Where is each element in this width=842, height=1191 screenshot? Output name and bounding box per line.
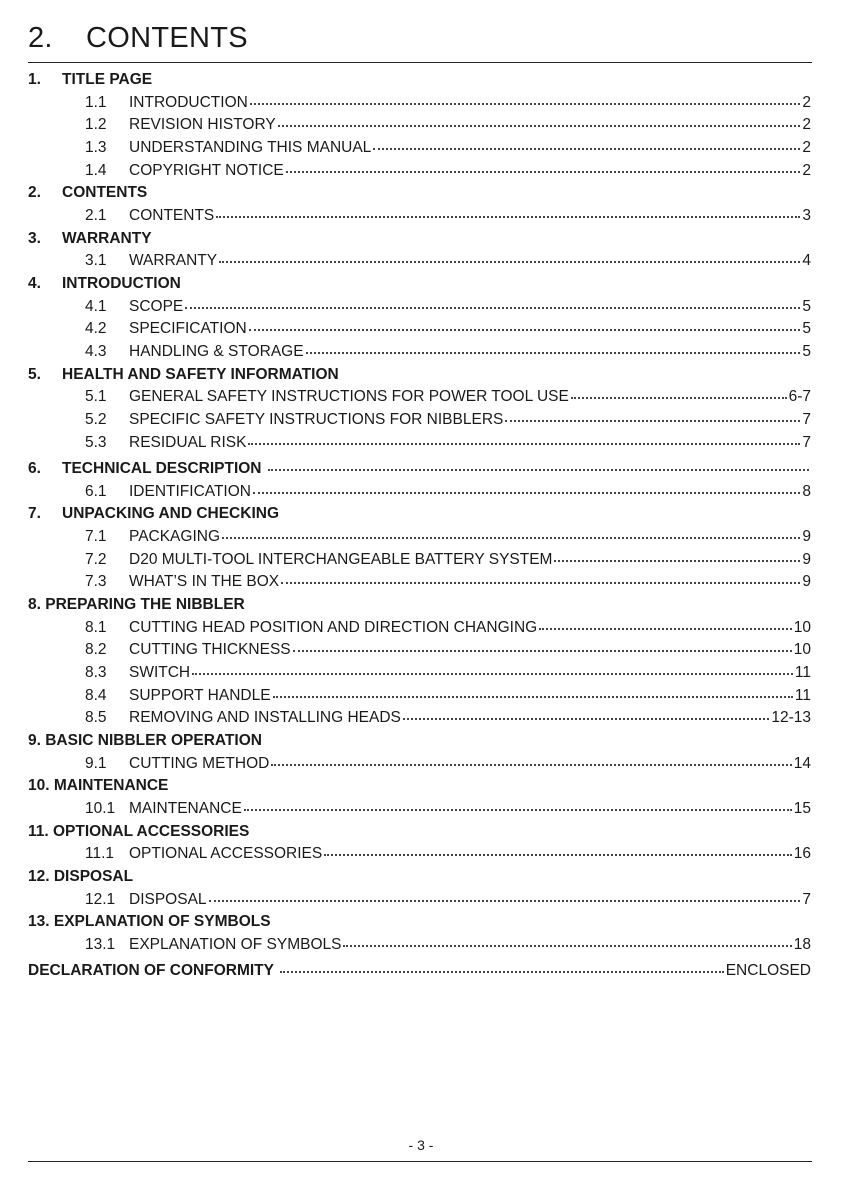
toc-entry[interactable] [28, 407, 811, 430]
entry-page-number: 10 [793, 641, 811, 659]
entry-title: SUPPORT HANDLE [129, 686, 271, 704]
dot-leader [222, 521, 800, 539]
toc-section [28, 867, 811, 909]
entry-number: 2.1 [85, 207, 107, 225]
dot-leader [219, 246, 800, 264]
dot-leader [539, 612, 792, 630]
entry-title: SCOPE [129, 297, 184, 315]
entry-number: 8.4 [85, 686, 107, 704]
dot-leader [293, 635, 792, 653]
toc-entry[interactable] [28, 931, 811, 954]
entry-page-number: 10 [793, 618, 811, 636]
entry-title: INTRODUCTION [129, 93, 248, 111]
entry-number: 8.1 [85, 618, 107, 636]
dot-leader [253, 476, 800, 494]
toc-entry[interactable] [28, 135, 811, 158]
dot-leader [192, 658, 793, 676]
section-title: 10. MAINTENANCE [28, 777, 169, 795]
entry-page-number: 4 [802, 252, 811, 270]
page-title [28, 22, 248, 55]
dot-leader [185, 291, 800, 309]
entry-title: REMOVING AND INSTALLING HEADS [129, 709, 401, 727]
entry-page-number: 2 [802, 161, 811, 179]
entry-page-number: 18 [793, 935, 811, 953]
entry-title: REVISION HISTORY [129, 116, 276, 134]
toc-entry[interactable] [28, 637, 811, 660]
toc-entry[interactable] [28, 546, 811, 569]
dot-leader [268, 453, 809, 471]
toc-entry[interactable] [28, 89, 811, 112]
dot-leader [281, 567, 800, 585]
toc-entry[interactable] [28, 886, 811, 909]
dot-leader [373, 133, 800, 151]
toc-entry[interactable] [28, 478, 811, 501]
entry-number: 11.1 [85, 845, 115, 863]
declaration-of-conformity[interactable] [28, 958, 811, 981]
page-number: - 3 - [408, 1137, 434, 1153]
entry-page-number: 15 [793, 800, 811, 818]
dot-leader [216, 201, 800, 219]
entry-title: DISPOSAL [129, 890, 207, 908]
entry-number: 7.1 [85, 527, 107, 545]
entry-number: 5.1 [85, 388, 107, 406]
entry-number: 7.2 [85, 550, 107, 568]
entry-title: EXPLANATION OF SYMBOLS [129, 935, 342, 953]
entry-number: 5.3 [85, 433, 107, 451]
entry-page-number: 11 [794, 664, 811, 682]
entry-number: 3.1 [85, 252, 107, 270]
section-heading[interactable] [28, 455, 811, 478]
toc-section [28, 365, 811, 452]
entry-page-number: 5 [802, 320, 811, 338]
toc-entry[interactable] [28, 682, 811, 705]
entry-page-number: 8 [802, 482, 811, 500]
section-number: 7. [28, 505, 41, 523]
toc-section [28, 183, 811, 225]
dot-leader [554, 544, 800, 562]
entry-title: IDENTIFICATION [129, 482, 251, 500]
table-of-contents [28, 70, 811, 980]
section-number: 1. [28, 71, 41, 88]
entry-page-number: 7 [802, 890, 811, 908]
entry-title: WHAT’S IN THE BOX [129, 573, 280, 591]
entry-page-number: 16 [793, 845, 811, 863]
dot-leader [273, 680, 793, 698]
entry-number: 1.2 [85, 116, 107, 134]
entry-title: CONTENTS [129, 207, 215, 225]
entry-number: 5.2 [85, 411, 107, 429]
entry-number: 8.5 [85, 709, 107, 727]
toc-section [28, 70, 811, 180]
toc-entry[interactable] [28, 248, 811, 271]
declaration-page: ENCLOSED [725, 962, 811, 979]
entry-page-number: 5 [802, 297, 811, 315]
toc-section [28, 912, 811, 954]
section-title: TECHNICAL DESCRIPTION [62, 459, 262, 477]
section-title: 8. PREPARING THE NIBBLER [28, 595, 245, 613]
entry-title: HANDLING & STORAGE [129, 343, 304, 361]
dot-leader [248, 427, 800, 445]
entry-number: 4.3 [85, 343, 107, 361]
entry-title: CUTTING THICKNESS [129, 641, 291, 659]
toc-entry[interactable] [28, 523, 811, 546]
entry-page-number: 14 [793, 754, 811, 772]
entry-number: 6.1 [85, 482, 107, 500]
entry-number: 4.1 [85, 297, 107, 315]
entry-number: 12.1 [85, 890, 116, 908]
toc-entry[interactable] [28, 339, 811, 362]
entry-page-number: 12-13 [771, 709, 811, 727]
footer-divider [28, 1161, 812, 1162]
entry-page-number: 9 [802, 550, 811, 568]
dot-leader [505, 405, 800, 423]
toc-entry[interactable] [28, 203, 811, 226]
toc-entry[interactable] [28, 157, 811, 180]
entry-number: 13.1 [85, 935, 116, 953]
page-title-text: CONTENTS [86, 22, 248, 54]
entry-page-number: 9 [802, 573, 811, 591]
section-number: 2. [28, 184, 41, 202]
dot-leader [286, 155, 801, 173]
toc-section [28, 731, 811, 773]
dot-leader [280, 956, 724, 974]
declaration-title: DECLARATION OF CONFORMITY [28, 962, 274, 979]
entry-number: 1.4 [85, 161, 107, 179]
entry-page-number: 7 [802, 433, 811, 451]
entry-number: 10.1 [85, 800, 116, 818]
entry-number: 8.2 [85, 641, 107, 659]
entry-number: 9.1 [85, 754, 107, 772]
entry-title: MAINTENANCE [129, 800, 242, 818]
entry-page-number: 2 [802, 139, 811, 157]
toc-entry[interactable] [28, 705, 811, 728]
toc-section [28, 595, 811, 728]
title-divider [28, 62, 812, 63]
toc-entry[interactable] [28, 614, 811, 637]
toc-section [28, 274, 811, 361]
entry-title: D20 MULTI-TOOL INTERCHANGEABLE BATTERY SYSTEM [129, 550, 553, 568]
dot-leader [278, 110, 801, 128]
page-title-number: 2. [28, 22, 53, 54]
entry-page-number: 6-7 [788, 388, 811, 406]
entry-number: 1.1 [85, 93, 107, 111]
entry-title: COPYRIGHT NOTICE [129, 161, 284, 179]
toc-entry[interactable] [28, 750, 811, 773]
entry-page-number: 7 [802, 411, 811, 429]
section-title: 11. OPTIONAL ACCESSORIES [28, 822, 250, 840]
entry-title: SWITCH [129, 664, 191, 682]
entry-title: CUTTING HEAD POSITION AND DIRECTION CHANGING [129, 618, 538, 636]
dot-leader [343, 929, 791, 947]
toc-entry[interactable] [28, 841, 811, 864]
entry-title: CUTTING METHOD [129, 754, 270, 772]
section-title: WARRANTY [62, 229, 152, 247]
entry-number: 8.3 [85, 664, 107, 682]
entry-title: GENERAL SAFETY INSTRUCTIONS FOR POWER TOOL USE [129, 388, 569, 406]
dot-leader [249, 314, 801, 332]
section-title: CONTENTS [62, 184, 148, 202]
section-title: INTRODUCTION [62, 275, 181, 292]
section-title: 9. BASIC NIBBLER OPERATION [28, 732, 262, 750]
entry-number: 7.3 [85, 573, 107, 591]
toc-section [28, 229, 811, 271]
section-title: 12. DISPOSAL [28, 867, 134, 885]
toc-entry[interactable] [28, 384, 811, 407]
dot-leader [571, 382, 787, 400]
section-number: 6. [28, 459, 41, 477]
entry-number: 4.2 [85, 320, 107, 338]
section-number: 4. [28, 275, 41, 292]
dot-leader [324, 839, 792, 857]
entry-title: SPECIFICATION [129, 320, 247, 338]
dot-leader [250, 87, 801, 105]
toc-entry[interactable] [28, 429, 811, 452]
dot-leader [271, 748, 791, 766]
toc-section [28, 822, 811, 864]
dot-leader [403, 703, 769, 721]
dot-leader [244, 794, 792, 812]
toc-entry[interactable] [28, 316, 811, 339]
entry-title: PACKAGING [129, 527, 221, 545]
entry-title: WARRANTY [129, 252, 218, 270]
entry-page-number: 2 [802, 116, 811, 134]
entry-page-number: 9 [802, 527, 811, 545]
section-number: 3. [28, 229, 41, 247]
dot-leader [306, 337, 801, 355]
toc-section [28, 504, 811, 591]
entry-title: UNDERSTANDING THIS MANUAL [129, 139, 372, 157]
entry-number: 1.3 [85, 139, 107, 157]
entry-title: OPTIONAL ACCESSORIES [129, 845, 323, 863]
toc-entry[interactable] [28, 112, 811, 135]
toc-section [28, 455, 811, 500]
entry-title: SPECIFIC SAFETY INSTRUCTIONS FOR NIBBLERS [129, 411, 504, 429]
entry-page-number: 2 [802, 93, 811, 111]
dot-leader [209, 884, 801, 902]
section-title: HEALTH AND SAFETY INFORMATION [62, 365, 339, 383]
entry-page-number: 3 [802, 207, 811, 225]
toc-entry[interactable] [28, 569, 811, 592]
section-title: TITLE PAGE [62, 71, 153, 88]
section-title: 13. EXPLANATION OF SYMBOLS [28, 913, 271, 931]
toc-section [28, 776, 811, 818]
entry-title: RESIDUAL RISK [129, 433, 247, 451]
section-title: UNPACKING AND CHECKING [62, 505, 279, 523]
entry-page-number: 11 [794, 686, 811, 704]
entry-page-number: 5 [802, 343, 811, 361]
toc-entry[interactable] [28, 293, 811, 316]
toc-entry[interactable] [28, 660, 811, 683]
toc-entry[interactable] [28, 796, 811, 819]
section-number: 5. [28, 365, 41, 383]
